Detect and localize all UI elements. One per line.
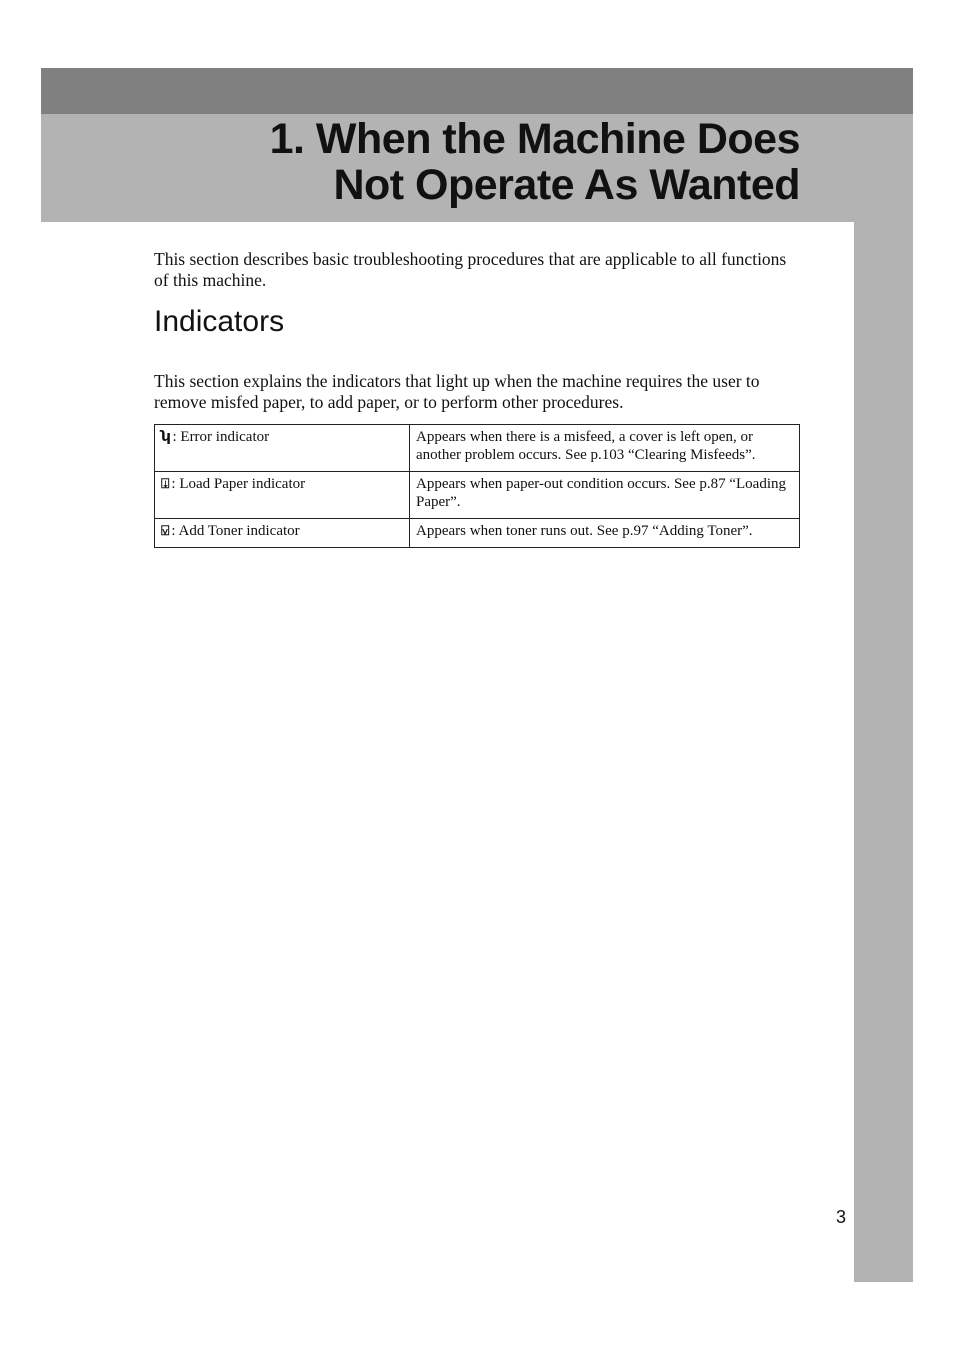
indicator-description-cell: Appears when paper-out condition occurs. See p.87 “Loading Paper”. (410, 472, 800, 519)
indicator-label: : Load Paper indicator (171, 476, 306, 492)
section-heading: Indicators (154, 305, 285, 338)
indicator-description-cell: Appears when toner runs out. See p.97 “Adding Toner”. (410, 519, 800, 548)
indicator-name-cell (155, 425, 410, 472)
chapter-title-line2: Not Operate As Wanted (333, 161, 800, 209)
indicator-label: : Error indicator (172, 429, 270, 445)
indicator-name-cell (155, 519, 410, 548)
add-toner-indicator-icon: ⍌ (161, 523, 170, 539)
error-indicator-icon: ʮ (161, 429, 171, 445)
indicator-label: : Add Toner indicator (171, 523, 300, 539)
indicators-table (154, 424, 800, 548)
table-row (155, 472, 800, 519)
indicator-name-cell (155, 472, 410, 519)
page-number: 3 (835, 1207, 846, 1227)
table-row (155, 519, 800, 548)
chapter-title (180, 116, 800, 208)
section-paragraph: This section explains the indicators that light up when the machine requires the user to remove misfed paper, to add paper, or to perform other procedures. (154, 371, 760, 412)
chapter-title-line1: 1. When the Machine Does (269, 115, 800, 163)
chapter-header-bar (41, 68, 913, 114)
table-row (155, 425, 800, 472)
load-paper-indicator-icon: ⍗ (161, 476, 170, 492)
intro-paragraph: This section describes basic troubleshooting procedures that are applicable to all functions of this machine. (154, 249, 787, 290)
indicator-description-cell: Appears when there is a misfeed, a cover is left open, or another problem occurs. See p.103 “Clearing Misfeeds”. (410, 425, 800, 472)
side-thumb-strip (854, 222, 913, 1282)
